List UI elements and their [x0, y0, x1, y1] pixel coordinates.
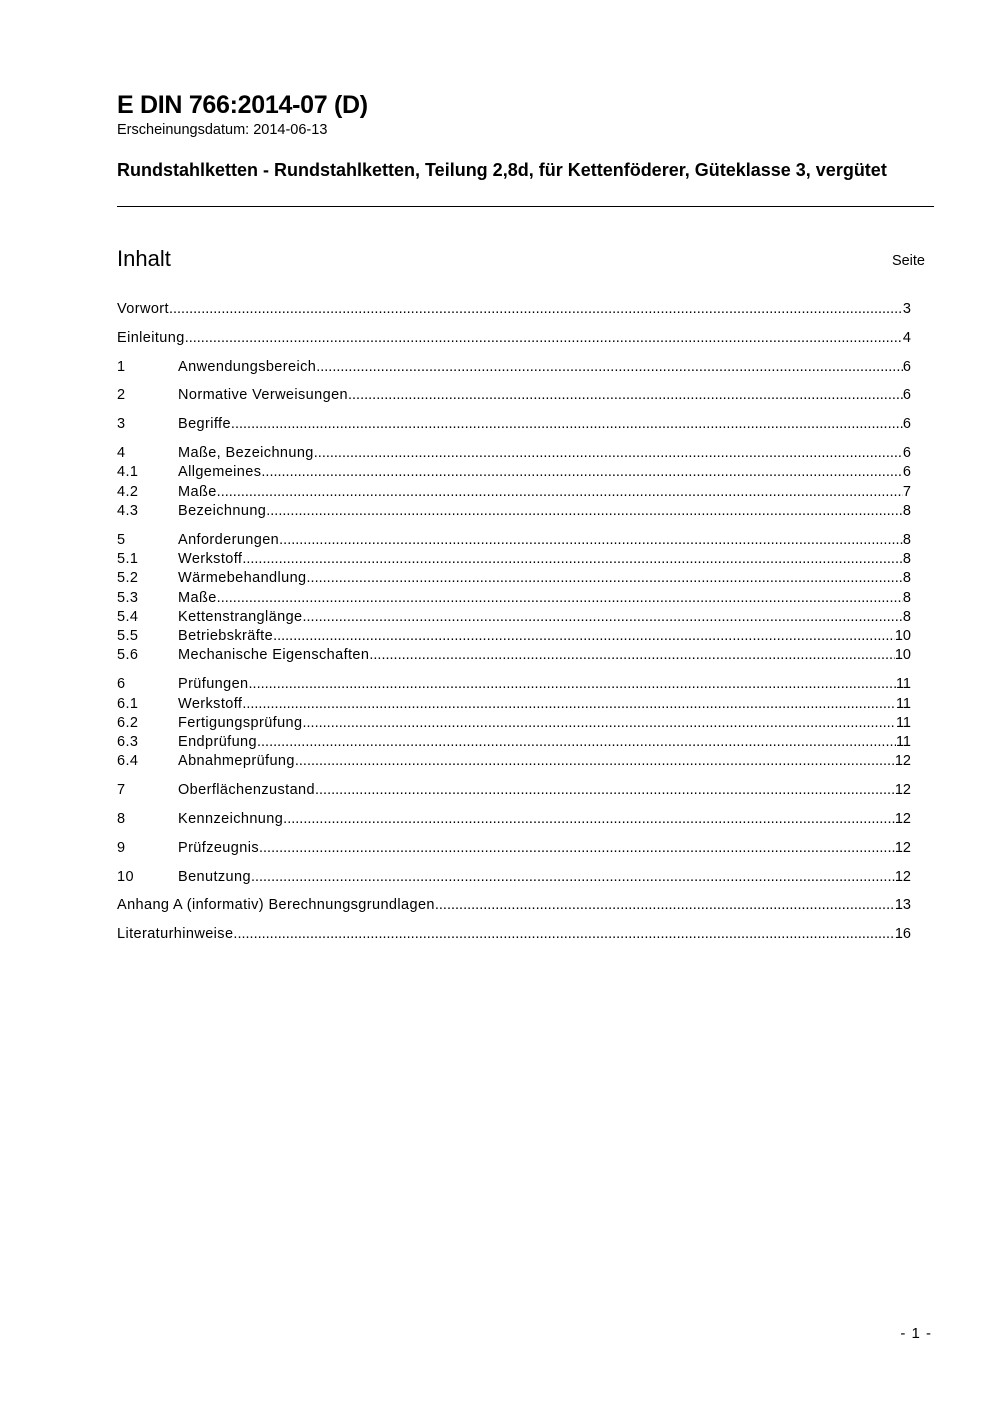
toc-entry-number: 4.1	[117, 464, 139, 481]
toc-entry-page: 4	[902, 329, 911, 346]
toc-entry-number: 6.2	[117, 714, 139, 731]
toc-entry-page: 11	[895, 695, 911, 712]
toc-entry-page: 8	[902, 570, 911, 587]
toc-page-column-label: Seite	[891, 253, 925, 269]
toc-entry-page: 6	[902, 464, 911, 481]
toc-entry-label: Anwendungsbereich	[178, 358, 317, 375]
toc-entry-page: 6	[902, 387, 911, 404]
toc-entry-number: 3	[117, 416, 126, 433]
toc-group	[117, 531, 911, 666]
toc-entry-number: 7	[117, 782, 126, 799]
toc-entry-label: Benutzung	[178, 868, 251, 885]
toc-entry-number: 5.3	[117, 589, 139, 606]
toc-entry-label: Normative Verweisungen	[178, 387, 348, 404]
toc-entry-number: 4.3	[117, 502, 139, 519]
toc-dot-leader	[316, 358, 903, 377]
toc-group	[117, 386, 911, 405]
toc-entry-page: 11	[895, 676, 911, 693]
toc-entry[interactable]	[117, 386, 911, 405]
toc-entry[interactable]	[117, 300, 911, 319]
toc-entry-number: 6.3	[117, 734, 139, 751]
toc-entry-number: 6.1	[117, 695, 139, 712]
toc-dot-leader	[251, 868, 895, 887]
toc-entry[interactable]	[117, 675, 911, 694]
toc-entry[interactable]	[117, 896, 911, 915]
toc-group	[117, 675, 911, 771]
toc-entry[interactable]	[117, 714, 911, 733]
toc-entry-label: Bezeichnung	[178, 502, 267, 519]
toc-entry-label: Literaturhinweise	[117, 926, 234, 943]
toc-dot-leader	[348, 386, 903, 405]
toc-dot-leader	[303, 608, 903, 627]
toc-entry-number: 1	[117, 358, 126, 375]
toc-dot-leader	[257, 733, 896, 752]
toc-entry[interactable]	[117, 752, 911, 771]
toc-entry-number: 5.6	[117, 647, 139, 664]
toc-dot-leader	[369, 646, 894, 665]
toc-dot-leader	[435, 896, 895, 915]
toc-dot-leader	[266, 502, 903, 521]
toc-entry-number: 6	[117, 676, 126, 693]
toc-entry[interactable]	[117, 781, 911, 800]
toc-entry[interactable]	[117, 608, 911, 627]
toc-entry-label: Allgemeines	[178, 464, 262, 481]
toc-group	[117, 925, 911, 944]
toc-entry-page: 10	[894, 647, 911, 664]
toc-entry-label: Maße	[178, 483, 217, 500]
toc-entry-label: Mechanische Eigenschaften	[178, 647, 370, 664]
toc-group	[117, 839, 911, 858]
title-divider	[117, 206, 934, 207]
toc-heading: Inhalt	[117, 246, 171, 271]
toc-entry[interactable]	[117, 589, 911, 608]
toc-group	[117, 781, 911, 800]
toc-entry-page: 7	[902, 483, 911, 500]
toc-dot-leader	[233, 925, 894, 944]
toc-entry-label: Endprüfung	[178, 734, 257, 751]
toc-entry-number: 5	[117, 531, 126, 548]
toc-entry-page: 8	[902, 589, 911, 606]
toc-dot-leader	[279, 531, 903, 550]
toc-entry-page: 11	[895, 734, 911, 751]
toc-entry-label: Werkstoff	[178, 695, 243, 712]
toc-entry-label: Oberflächenzustand	[178, 782, 315, 799]
toc-entry-label: Maße	[178, 589, 217, 606]
toc-entry-page: 6	[902, 358, 911, 375]
toc-entry-number: 8	[117, 811, 126, 828]
toc-group	[117, 415, 911, 434]
toc-entry-label: Maße, Bezeichnung	[178, 444, 314, 461]
toc-entry[interactable]	[117, 415, 911, 434]
toc-entry-page: 12	[894, 753, 911, 770]
toc-entry-number: 5.2	[117, 570, 139, 587]
publication-date: Erscheinungsdatum: 2014-06-13	[117, 122, 328, 138]
toc-entry[interactable]	[117, 329, 911, 348]
toc-dot-leader	[315, 781, 895, 800]
page-number: - 1 -	[900, 1325, 932, 1342]
toc-entry-number: 4.2	[117, 483, 139, 500]
toc-entry[interactable]	[117, 695, 911, 714]
toc-entry-number: 10	[117, 868, 134, 885]
toc-entry[interactable]	[117, 550, 911, 569]
toc-entry-label: Prüfzeugnis	[178, 839, 259, 856]
toc-entry[interactable]	[117, 531, 911, 550]
toc-entry-label: Kettenstranglänge	[178, 608, 303, 625]
toc-dot-leader	[217, 483, 903, 502]
toc-dot-leader	[307, 569, 903, 588]
toc-dot-leader	[303, 714, 896, 733]
toc-group	[117, 444, 911, 521]
toc-entry[interactable]	[117, 463, 911, 482]
toc-entry[interactable]	[117, 569, 911, 588]
toc-entry-label: Prüfungen	[178, 676, 249, 693]
toc-entry[interactable]	[117, 810, 911, 829]
toc-group	[117, 810, 911, 829]
toc-entry-label: Anhang A (informativ) Berechnungsgrundlagen	[117, 897, 435, 914]
toc-group	[117, 300, 911, 319]
toc-entry-page: 11	[895, 714, 911, 731]
toc-dot-leader	[217, 589, 903, 608]
toc-entry-number: 5.1	[117, 550, 139, 567]
toc-entry-page: 12	[894, 811, 911, 828]
toc-entry-label: Vorwort	[117, 301, 169, 317]
toc-entry-label: Fertigungsprüfung	[178, 714, 303, 731]
toc-entry-number: 2	[117, 387, 126, 404]
document-id: E DIN 766:2014-07 (D)	[117, 91, 368, 119]
toc-dot-leader	[242, 695, 896, 714]
document-title: Rundstahlketten - Rundstahlketten, Teilung 2,8d, für Kettenföderer, Güteklasse 3, vergütet	[117, 160, 887, 180]
toc-entry[interactable]	[117, 358, 911, 377]
toc-dot-leader	[273, 627, 895, 646]
toc-entry[interactable]	[117, 839, 911, 858]
toc-group	[117, 329, 911, 348]
toc-entry[interactable]	[117, 868, 911, 887]
table-of-contents	[117, 300, 911, 954]
toc-entry-page: 12	[894, 782, 911, 799]
toc-group	[117, 358, 911, 377]
toc-entry-label: Begriffe	[178, 416, 231, 433]
toc-entry-page: 3	[902, 301, 911, 317]
toc-entry-page: 8	[902, 531, 911, 548]
toc-entry[interactable]	[117, 483, 911, 502]
toc-entry-page: 8	[902, 502, 911, 519]
toc-dot-leader	[169, 300, 903, 319]
toc-entry-label: Einleitung	[117, 329, 185, 346]
toc-dot-leader	[242, 550, 903, 569]
toc-entry-page: 8	[902, 550, 911, 567]
toc-entry-page: 8	[902, 608, 911, 625]
toc-dot-leader	[283, 810, 895, 829]
toc-entry[interactable]	[117, 646, 911, 665]
toc-entry[interactable]	[117, 444, 911, 463]
toc-entry-page: 6	[902, 416, 911, 433]
toc-dot-leader	[185, 329, 903, 348]
toc-entry-page: 10	[894, 628, 911, 645]
toc-entry-number: 5.4	[117, 608, 139, 625]
toc-group	[117, 868, 911, 887]
toc-entry-number: 4	[117, 444, 126, 461]
toc-dot-leader	[261, 463, 903, 482]
toc-entry-page: 12	[894, 868, 911, 885]
toc-entry-number: 5.5	[117, 628, 139, 645]
toc-entry-page: 13	[894, 897, 911, 914]
toc-entry-page: 6	[902, 444, 911, 461]
toc-dot-leader	[231, 415, 903, 434]
toc-dot-leader	[249, 675, 896, 694]
toc-dot-leader	[259, 839, 895, 858]
toc-entry-label: Betriebskräfte	[178, 628, 274, 645]
toc-entry-page: 16	[894, 926, 911, 943]
toc-entry-label: Wärmebehandlung	[178, 570, 307, 587]
toc-entry[interactable]	[117, 502, 911, 521]
toc-entry-page: 12	[894, 839, 911, 856]
toc-entry[interactable]	[117, 733, 911, 752]
toc-entry-number: 9	[117, 839, 126, 856]
toc-entry[interactable]	[117, 627, 911, 646]
toc-entry-label: Abnahmeprüfung	[178, 753, 295, 770]
toc-entry-label: Kennzeichnung	[178, 811, 284, 828]
toc-entry-label: Anforderungen	[178, 531, 280, 548]
toc-group	[117, 896, 911, 915]
toc-dot-leader	[314, 444, 903, 463]
toc-entry[interactable]	[117, 925, 911, 944]
toc-entry-number: 6.4	[117, 753, 139, 770]
toc-dot-leader	[295, 752, 895, 771]
toc-entry-label: Werkstoff	[178, 550, 243, 567]
